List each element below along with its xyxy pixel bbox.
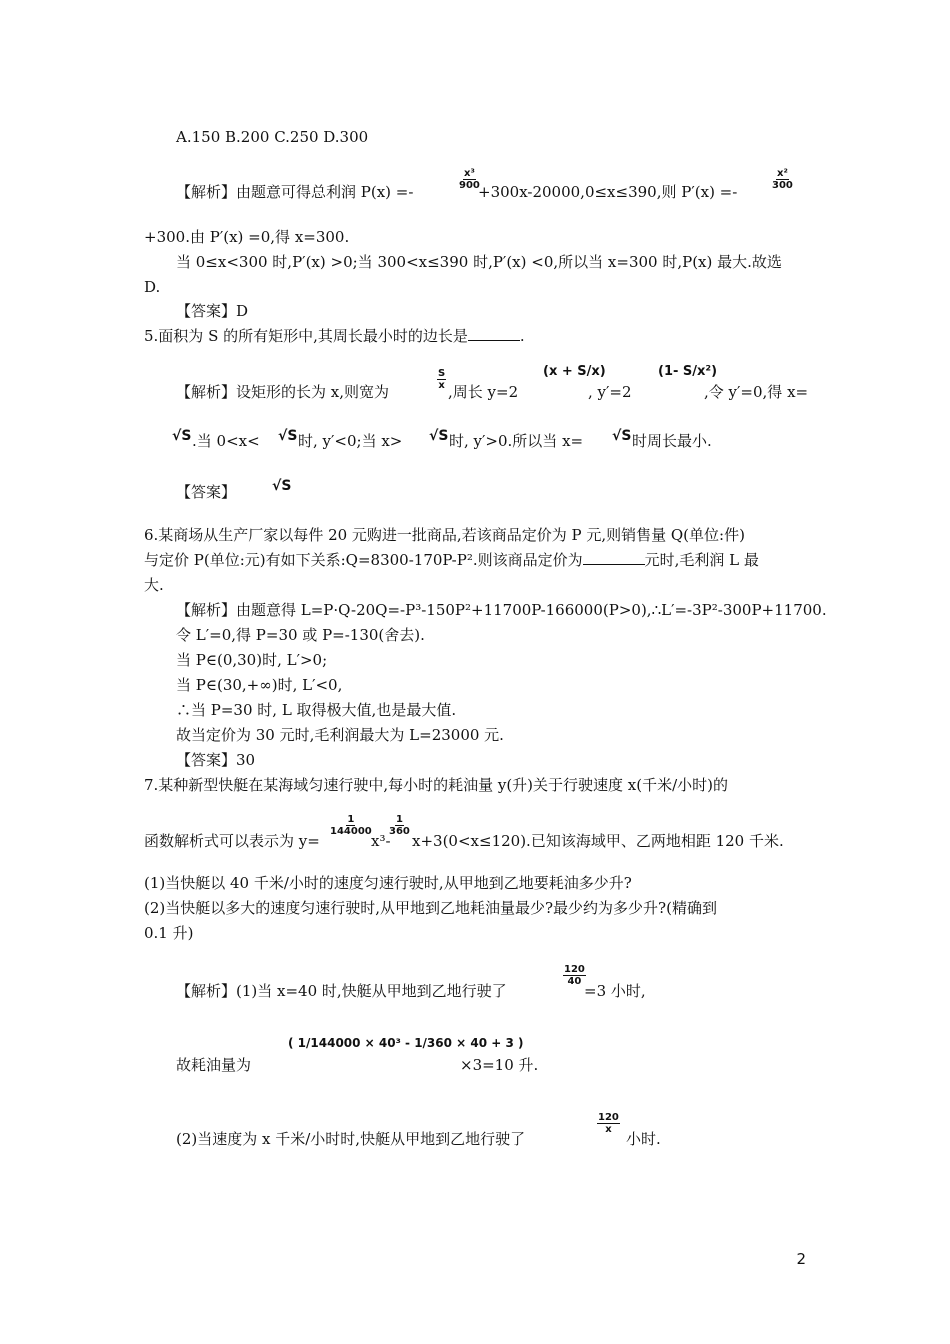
q7-analysis-line3-part1: (2)当速度为 x 千米/小时时,快艇从甲地到乙地行驶了 bbox=[176, 1130, 526, 1148]
q4-analysis-part1: 【解析】由题意可得总利润 P(x) =- bbox=[176, 183, 414, 201]
fraction-denominator: 360 bbox=[389, 826, 410, 837]
q7-question-line1: 7.某种新型快艇在某海域匀速行驶中,每小时的耗油量 y(升)关于行驶速度 x(千米/小时)的 bbox=[144, 776, 729, 794]
q7-part2-continued: 0.1 升) bbox=[144, 924, 194, 942]
q5-analysis-part1: 【解析】设矩形的长为 x,则宽为 bbox=[176, 383, 389, 401]
q6-analysis-line5: ∴当 P=30 时, L 取得极大值,也是最大值. bbox=[176, 701, 457, 719]
q6-question-line1: 6.某商场从生产厂家以每件 20 元购进一批商品,若该商品定价为 P 元,则销售量 Q(单位:件) bbox=[144, 526, 745, 544]
q6-analysis-line6: 故当定价为 30 元时,毛利润最大为 L=23000 元. bbox=[176, 726, 504, 744]
q7-analysis-line1-part2: =3 小时, bbox=[584, 982, 646, 1000]
q5-expression-paren1: (x + S/x) bbox=[543, 364, 606, 379]
fraction-numerator: x² bbox=[777, 168, 788, 179]
q7-fraction-120-40 bbox=[563, 958, 586, 987]
q4-analysis-line3: 当 0≤x<300 时,P′(x) >0;当 300<x≤390 时,P′(x) <0,所以当 x=300 时,P(x) 最大.故选 bbox=[176, 253, 782, 271]
q7-analysis-line2-part2: ×3=10 升. bbox=[460, 1056, 539, 1074]
q7-fraction-1-144000 bbox=[330, 808, 372, 837]
fraction-numerator: 1 bbox=[395, 814, 403, 825]
q5-answer-sqrt-s: √S bbox=[272, 478, 292, 494]
q6-analysis-line4: 当 P∈(30,+∞)时, L′<0, bbox=[176, 676, 343, 694]
q5-expression-paren2: (1- S/x²) bbox=[658, 364, 718, 379]
fraction-denominator: 900 bbox=[459, 180, 480, 191]
q5-question bbox=[144, 325, 525, 347]
answer-blank bbox=[468, 325, 520, 341]
q5-question-end: . bbox=[519, 327, 525, 345]
q7-question-line2-part3: x+3(0<x≤120).已知该海域甲、乙两地相距 120 千米. bbox=[412, 832, 784, 850]
q6-question-line3: 大. bbox=[144, 576, 164, 594]
fraction-denominator: 300 bbox=[772, 180, 793, 191]
q4-analysis-part2: +300x-20000,0≤x≤390,则 P′(x) =- bbox=[478, 183, 738, 201]
fraction-denominator: x bbox=[605, 1124, 612, 1135]
fraction-denominator: x bbox=[438, 380, 445, 391]
q5-analysis-part3: , y′=2 bbox=[588, 383, 632, 401]
q7-analysis-line1-part1: 【解析】(1)当 x=40 时,快艇从甲地到乙地行驶了 bbox=[176, 982, 507, 1000]
q7-analysis-line2-part1: 故耗油量为 bbox=[176, 1056, 252, 1074]
q7-fraction-1-360 bbox=[389, 808, 410, 837]
fraction-numerator: x³ bbox=[464, 168, 475, 179]
q5-fraction-s-x bbox=[437, 362, 446, 391]
q6-analysis-line2: 令 L′=0,得 P=30 或 P=-130(舍去). bbox=[176, 626, 425, 644]
q5-question-text: 5.面积为 S 的所有矩形中,其周长最小时的边长是 bbox=[144, 327, 468, 345]
q6-question-line2-end: 元时,毛利润 L 最 bbox=[644, 551, 759, 569]
q4-fraction-x3-900 bbox=[459, 162, 480, 191]
q7-part1: (1)当快艇以 40 千米/小时的速度匀速行驶时,从甲地到乙地要耗油多少升? bbox=[144, 874, 632, 892]
q6-question-line2-text: 与定价 P(单位:元)有如下关系:Q=8300-170P-P².则该商品定价为 bbox=[144, 551, 583, 569]
q7-fuel-expression: ( 1/144000 × 40³ - 1/360 × 40 + 3 ) bbox=[288, 1036, 524, 1050]
fraction-numerator: S bbox=[438, 368, 446, 379]
q6-question-line2 bbox=[144, 549, 759, 571]
q5-analysis-part4: ,令 y′=0,得 x= bbox=[704, 383, 809, 401]
q7-question-line2-part1: 函数解析式可以表示为 y= bbox=[144, 832, 320, 850]
q5-sqrt-s-4: √S bbox=[612, 428, 632, 444]
fraction-numerator: 1 bbox=[347, 814, 355, 825]
q4-options: A.150 B.200 C.250 D.300 bbox=[176, 128, 369, 146]
q4-analysis-line4: D. bbox=[144, 278, 161, 296]
q6-analysis-line3: 当 P∈(0,30)时, L′>0; bbox=[176, 651, 328, 669]
q7-fraction-120-x bbox=[597, 1106, 620, 1135]
fraction-numerator: 120 bbox=[598, 1112, 619, 1123]
q5-sqrt-s-2: √S bbox=[278, 428, 298, 444]
q6-analysis-line1: 【解析】由题意得 L=P·Q-20Q=-P³-150P²+11700P-166000(P>0),∴L′=-3P²-300P+11700. bbox=[176, 601, 827, 619]
q5-line2-part1: .当 0<x< bbox=[192, 432, 260, 450]
page-number: 2 bbox=[796, 1250, 806, 1268]
q7-analysis-line3-part2: 小时. bbox=[626, 1130, 661, 1148]
q4-analysis-line2: +300.由 P′(x) =0,得 x=300. bbox=[144, 228, 350, 246]
q4-fraction-x2-300 bbox=[772, 162, 793, 191]
q4-answer: 【答案】D bbox=[176, 302, 249, 320]
q5-line2-part2: 时, y′<0;当 x> bbox=[298, 432, 403, 450]
q7-question-line2-part2: x³- bbox=[371, 832, 391, 850]
q5-sqrt-s-3: √S bbox=[429, 428, 449, 444]
q6-answer: 【答案】30 bbox=[176, 751, 256, 769]
q5-line2-part4: 时周长最小. bbox=[632, 432, 712, 450]
fraction-denominator: 40 bbox=[567, 976, 582, 987]
q5-line2-part3: 时, y′>0.所以当 x= bbox=[449, 432, 584, 450]
fraction-numerator: 120 bbox=[564, 964, 585, 975]
q5-sqrt-s-1: √S bbox=[172, 428, 192, 444]
answer-blank bbox=[583, 549, 645, 565]
q7-part2: (2)当快艇以多大的速度匀速行驶时,从甲地到乙地耗油量最少?最少约为多少升?(精确到 bbox=[144, 899, 717, 917]
q5-answer-label: 【答案】 bbox=[176, 483, 237, 501]
fraction-denominator: 144000 bbox=[330, 826, 372, 837]
q5-analysis-part2: ,周长 y=2 bbox=[448, 383, 519, 401]
